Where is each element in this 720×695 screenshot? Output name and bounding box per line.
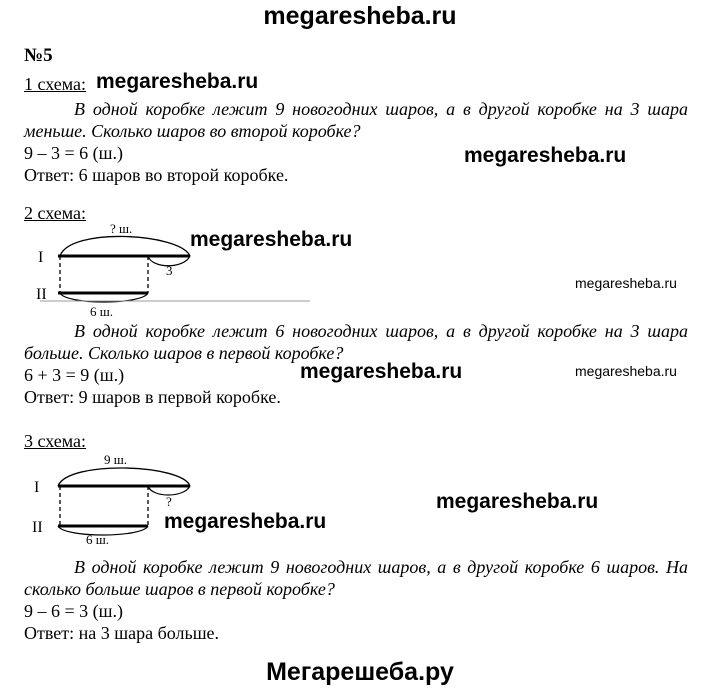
scheme2-top-label: ? ш. bbox=[110, 221, 133, 236]
scheme2-problem: В одной коробке лежит 6 новогодних шаров, а в другой коробке на 3 шара больше. Сколько шаров в первой коробке? bbox=[24, 321, 688, 363]
scheme2-row1-label: I bbox=[38, 249, 44, 266]
scheme1-answer: Ответ: 6 шаров во второй коробке. bbox=[24, 165, 289, 185]
scheme3-answer: Ответ: на 3 шара больше. bbox=[24, 623, 220, 643]
scheme3-problem: В одной коробке лежит 9 новогодних шаров, а в другой коробке 6 шаров. На сколько больше шаров в первой коробке? bbox=[24, 557, 688, 599]
scheme3-row2-label: II bbox=[32, 519, 43, 536]
watermark: megaresheba.ru bbox=[96, 70, 259, 93]
scheme3-diff-label: ? bbox=[166, 494, 172, 509]
watermark: megaresheba.ru bbox=[575, 363, 677, 379]
watermark: megaresheba.ru bbox=[190, 228, 353, 251]
scheme2-diff-label: 3 bbox=[166, 263, 173, 278]
watermark: megaresheba.ru bbox=[300, 360, 463, 383]
scheme3-top-label: 9 ш. bbox=[104, 452, 128, 467]
watermark: megaresheba.ru bbox=[464, 144, 627, 167]
task-number: №5 bbox=[24, 45, 53, 66]
scheme2-label: 2 схема: bbox=[24, 203, 87, 223]
scheme2-answer: Ответ: 9 шаров в первой коробке. bbox=[24, 387, 281, 407]
watermark: megaresheba.ru bbox=[164, 510, 327, 533]
scheme3-top-arc bbox=[58, 468, 190, 486]
scheme3-label: 3 схема: bbox=[24, 431, 87, 451]
scheme1-solution: 9 – 3 = 6 (ш.) bbox=[24, 143, 123, 163]
watermark: megaresheba.ru bbox=[436, 490, 599, 513]
site-header: megaresheba.ru bbox=[263, 2, 457, 30]
watermark: megaresheba.ru bbox=[575, 275, 677, 291]
scheme3-row1-label: I bbox=[34, 479, 40, 496]
site-footer: Мегарешеба.ру bbox=[266, 658, 454, 686]
scheme1-label: 1 схема: bbox=[24, 74, 87, 94]
scheme3-bottom-label: 6 ш. bbox=[86, 532, 110, 547]
scheme3-solution: 9 – 6 = 3 (ш.) bbox=[24, 601, 123, 621]
scheme2-row2-label: II bbox=[36, 286, 47, 303]
scheme2-top-arc bbox=[60, 236, 190, 256]
scheme1-problem: В одной коробке лежит 9 новогодних шаров, а в другой коробке на 3 шара меньше. Сколько шаров во второй коробке? bbox=[24, 99, 688, 141]
scheme2-bottom-label: 6 ш. bbox=[90, 304, 114, 319]
scheme2-solution: 6 + 3 = 9 (ш.) bbox=[24, 365, 125, 385]
